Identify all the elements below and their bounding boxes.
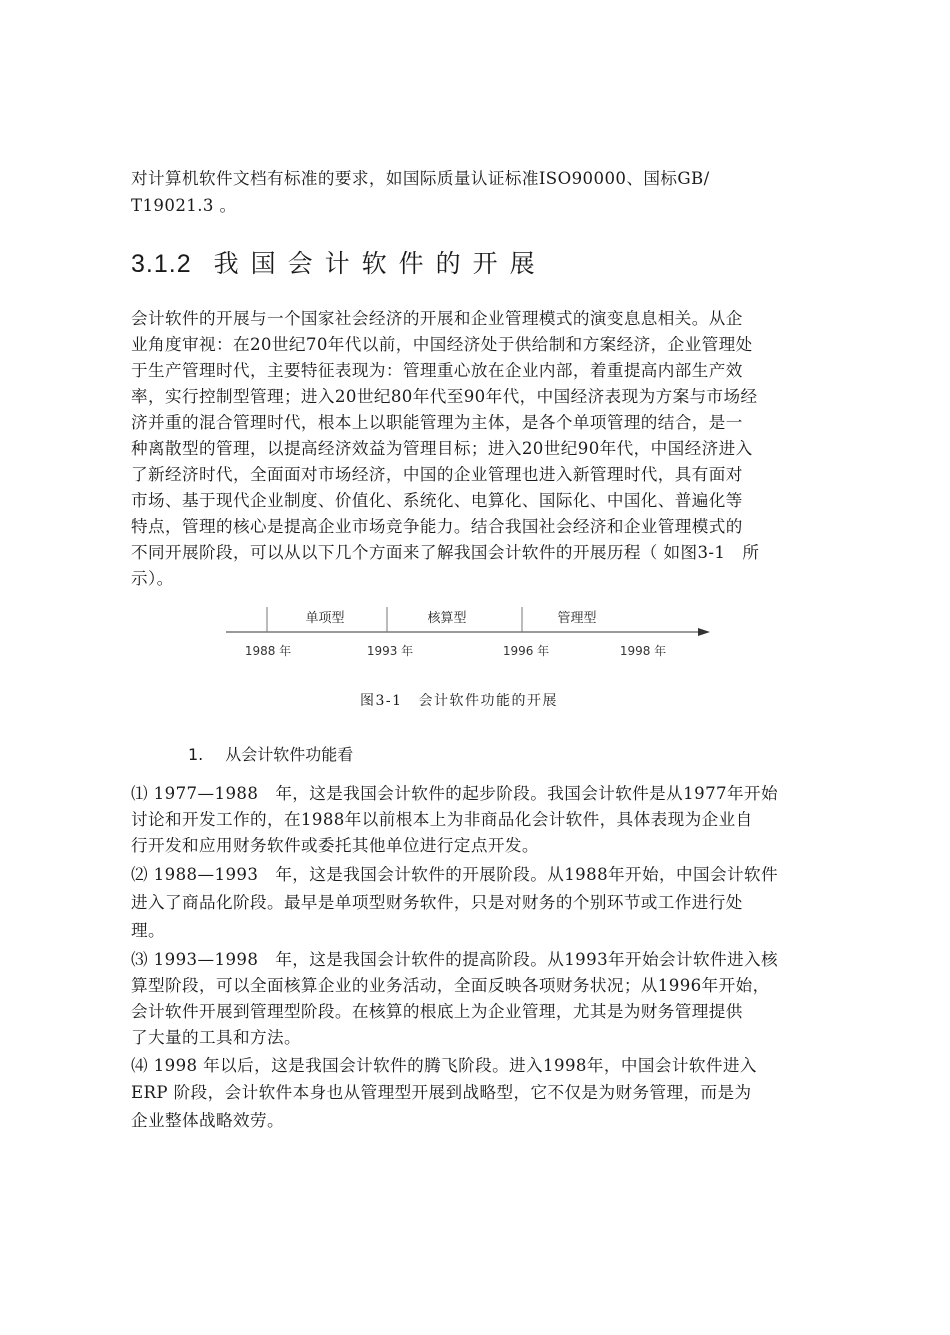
caption-text: 会计软件功能的开展 bbox=[418, 693, 559, 709]
list-item: ⑵ 1988—1993 年，这是我国会计软件的开展阶段。从1988年开始，中国会计软件 bbox=[131, 865, 778, 884]
subsection-heading bbox=[188, 742, 353, 765]
text-line: 于生产管理时代，主要特征表现为：管理重心放在企业内部，着重提高内部生产效 bbox=[131, 361, 743, 380]
section-title: 我国会计软件的开展 bbox=[213, 250, 547, 278]
text-line: 市场、基于现代企业制度、价值化、系统化、电算化、国际化、中国化、普遍化等 bbox=[131, 491, 743, 510]
text-line: 算型阶段，可以全面核算企业的业务活动，全面反映各项财务状况；从1996年开始， bbox=[131, 976, 770, 995]
text-line: 进入了商品化阶段。最早是单项型财务软件，只是对财务的个别环节或工作进行处 bbox=[131, 893, 743, 912]
text-line: 业角度审视：在20世纪70年代以前，中国经济处于供给制和方案经济，企业管理处 bbox=[131, 335, 753, 354]
subsection-title: 从会计软件功能看 bbox=[225, 745, 354, 764]
text-line: 济并重的混合管理时代，根本上以职能管理为主体，是各个单项管理的结合，是一 bbox=[131, 413, 743, 432]
text-line: 了新经济时代，全面面对市场经济，中国的企业管理也进入新管理时代，具有面对 bbox=[131, 465, 743, 484]
year-label: 1998 年 bbox=[619, 644, 667, 658]
text-line: 讨论和开发工作的，在1988年以前根本上为非商品化会计软件，具体表现为企业自 bbox=[131, 810, 753, 829]
subsection-number: 1. bbox=[188, 745, 204, 764]
text-line: 对计算机软件文档有标准的要求，如国际质量认证标准ISO90000、国标GB/ bbox=[131, 169, 710, 188]
stage-label: 管理型 bbox=[557, 611, 597, 626]
text-line: 会计软件的开展与一个国家社会经济的开展和企业管理模式的演变息息相关。从企 bbox=[131, 309, 743, 328]
section-number: 3.1.2 bbox=[131, 250, 192, 278]
figure-caption bbox=[360, 690, 558, 710]
text-line: 种离散型的管理，以提高经济效益为管理目标；进入20世纪90年代，中国经济进入 bbox=[131, 439, 753, 458]
text-line: T19021.3 。 bbox=[131, 196, 237, 215]
year-label: 1993 年 bbox=[366, 644, 414, 658]
text-line: 了大量的工具和方法。 bbox=[131, 1028, 301, 1047]
text-line: ERP 阶段，会计软件本身也从管理型开展到战略型，它不仅是为财务管理，而是为 bbox=[131, 1083, 752, 1102]
list-item: ⑴ 1977—1988 年，这是我国会计软件的起步阶段。我国会计软件是从1977年开始 bbox=[131, 784, 778, 803]
list-item: ⑶ 1993—1998 年，这是我国会计软件的提高阶段。从1993年开始会计软件进入核 bbox=[131, 950, 778, 969]
text-line: 特点，管理的核心是提高企业市场竞争能力。结合我国社会经济和企业管理模式的 bbox=[131, 517, 743, 536]
text-line: 率，实行控制型管理；进入20世纪80年代至90年代，中国经济表现为方案与市场经 bbox=[131, 387, 758, 406]
text-line: 会计软件开展到管理型阶段。在核算的根底上为企业管理，尤其是为财务管理提供 bbox=[131, 1002, 743, 1021]
stage-label: 核算型 bbox=[427, 611, 467, 626]
year-label: 1988 年 bbox=[244, 644, 292, 658]
text-line: 企业整体战略效劳。 bbox=[131, 1111, 284, 1130]
stage-label: 单项型 bbox=[305, 611, 345, 626]
caption-number: 图3-1 bbox=[360, 693, 403, 709]
text-line: 行开发和应用财务软件或委托其他单位进行定点开发。 bbox=[131, 836, 539, 855]
text-line: 理。 bbox=[131, 921, 165, 940]
text-line: 示）。 bbox=[131, 569, 174, 588]
list-item: ⑷ 1998 年以后，这是我国会计软件的腾飞阶段。进入1998年，中国会计软件进入 bbox=[131, 1056, 757, 1075]
text-line: 不同开展阶段，可以从以下几个方面来了解我国会计软件的开展历程（ 如图3-1 所 bbox=[131, 543, 760, 562]
year-label: 1996 年 bbox=[502, 644, 550, 658]
timeline-arrow-icon bbox=[698, 628, 710, 636]
